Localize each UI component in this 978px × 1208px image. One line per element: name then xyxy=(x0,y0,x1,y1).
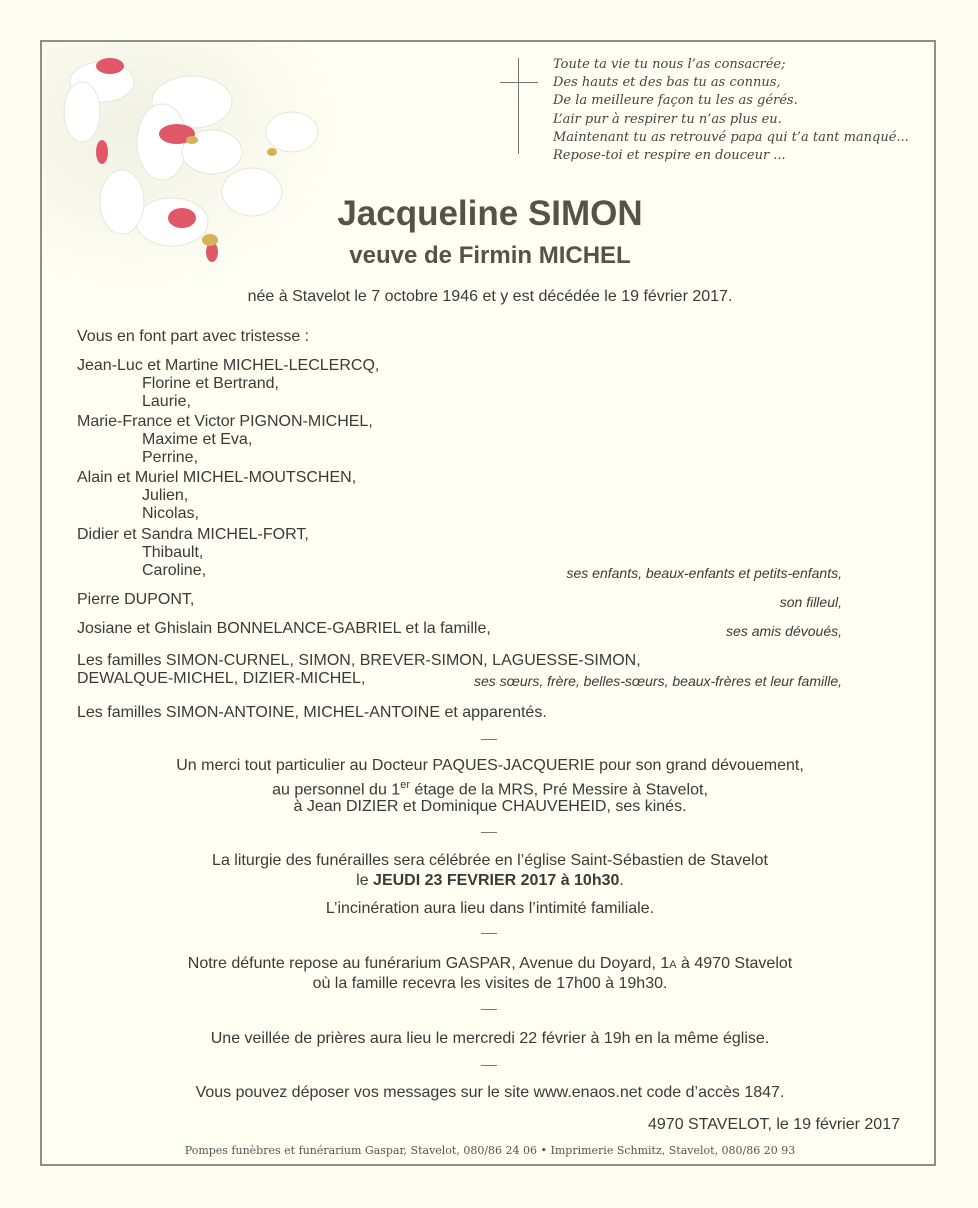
family-line: Josiane et Ghislain BONNELANCE-GABRIEL et la famille, xyxy=(77,620,491,637)
relation-label: ses enfants, beaux-enfants et petits-enfants, xyxy=(566,565,842,581)
poem-line: Maintenant tu as retrouvé papa qui t’a tant manqué... xyxy=(553,129,909,145)
family-line: Les familles SIMON-CURNEL, SIMON, BREVER-SIMON, LAGUESSE-SIMON, xyxy=(77,652,641,669)
cross-vertical-bar xyxy=(518,58,519,154)
separator-dash xyxy=(481,832,497,833)
separator-dash xyxy=(481,1009,497,1010)
family-line: Laurie, xyxy=(142,393,191,410)
family-line: Nicolas, xyxy=(142,505,199,522)
relation-label: ses amis dévoués, xyxy=(726,623,842,639)
poem-line: De la meilleure façon tu les as gérés. xyxy=(553,93,798,109)
relation-label: ses sœurs, frère, belles-sœurs, beaux-frères et leur famille, xyxy=(474,673,842,689)
poem xyxy=(553,56,909,165)
poem-line: Repose-toi et respire en douceur ... xyxy=(553,148,786,164)
separator-dash xyxy=(481,739,497,740)
family-line: Julien, xyxy=(142,487,189,504)
liturgy-line: le JEUDI 23 FEVRIER 2017 à 10h30. xyxy=(356,872,624,889)
separator-dash xyxy=(481,933,497,934)
cross-horizontal-bar xyxy=(500,82,538,83)
birth-death-line: née à Stavelot le 7 octobre 1946 et y est décédée le 19 février 2017. xyxy=(247,288,733,305)
place-date: 4970 STAVELOT, le 19 février 2017 xyxy=(648,1116,900,1133)
thanks-line: à Jean DIZIER et Dominique CHAUVEHEID, ses kinés. xyxy=(293,798,687,815)
family-line: Marie-France et Victor PIGNON-MICHEL, xyxy=(77,413,373,430)
family-line: Perrine, xyxy=(142,449,199,466)
intro-text: Vous en font part avec tristesse : xyxy=(77,328,310,345)
liturgy-line: La liturgie des funérailles sera célébrée en l’église Saint-Sébastien de Stavelot xyxy=(212,852,768,869)
poem-line: Toute ta vie tu nous l’as consacrée; xyxy=(553,57,786,72)
family-line: Maxime et Eva, xyxy=(142,431,253,448)
family-line: Didier et Sandra MICHEL-FORT, xyxy=(77,526,309,543)
thanks-line: Un merci tout particulier au Docteur PAQUES-JACQUERIE pour son grand dévouement, xyxy=(176,757,804,774)
family-line: Thibault, xyxy=(142,544,204,561)
family-line: DEWALQUE-MICHEL, DIZIER-MICHEL, xyxy=(77,670,366,687)
footer-credits: Pompes funèbres et funérarium Gaspar, Stavelot, 080/86 24 06 • Imprimerie Schmitz, Stavelot, 080/86 20 93 xyxy=(184,1144,796,1157)
messages-line: Vous pouvez déposer vos messages sur le site www.enaos.net code d’accès 1847. xyxy=(195,1084,785,1101)
rest-line: Notre défunte repose au funérarium GASPAR, Avenue du Doyard, 1A à 4970 Stavelot xyxy=(187,955,793,972)
separator-dash xyxy=(481,1065,497,1066)
family-line: Florine et Bertrand, xyxy=(142,375,279,392)
family-line: Pierre DUPONT, xyxy=(77,591,195,608)
rest-line: où la famille recevra les visites de 17h00 à 19h30. xyxy=(312,975,668,992)
vigil-line: Une veillée de prières aura lieu le mercredi 22 février à 19h en la même église. xyxy=(210,1030,770,1047)
family-line: Les familles SIMON-ANTOINE, MICHEL-ANTOINE et apparentés. xyxy=(77,704,547,721)
poem-line: L’air pur à respirer tu n’as plus eu. xyxy=(553,111,782,127)
family-line: Caroline, xyxy=(142,562,207,579)
thanks-line: au personnel du 1er étage de la MRS, Pré Messire à Stavelot, xyxy=(272,779,708,799)
family-line: Alain et Muriel MICHEL-MOUTSCHEN, xyxy=(77,469,357,486)
relation-label: son filleul, xyxy=(779,594,842,610)
poem-line: Des hauts et des bas tu as connus, xyxy=(553,75,781,91)
cremation-line: L’incinération aura lieu dans l’intimité familiale. xyxy=(325,900,655,917)
widow-of: veuve de Firmin MICHEL xyxy=(349,242,631,269)
deceased-name: Jacqueline SIMON xyxy=(337,194,643,233)
obituary-card xyxy=(40,40,936,1166)
family-line: Jean-Luc et Martine MICHEL-LECLERCQ, xyxy=(77,357,380,374)
funeral-date: JEUDI 23 FEVRIER 2017 à 10h30 xyxy=(373,872,620,889)
